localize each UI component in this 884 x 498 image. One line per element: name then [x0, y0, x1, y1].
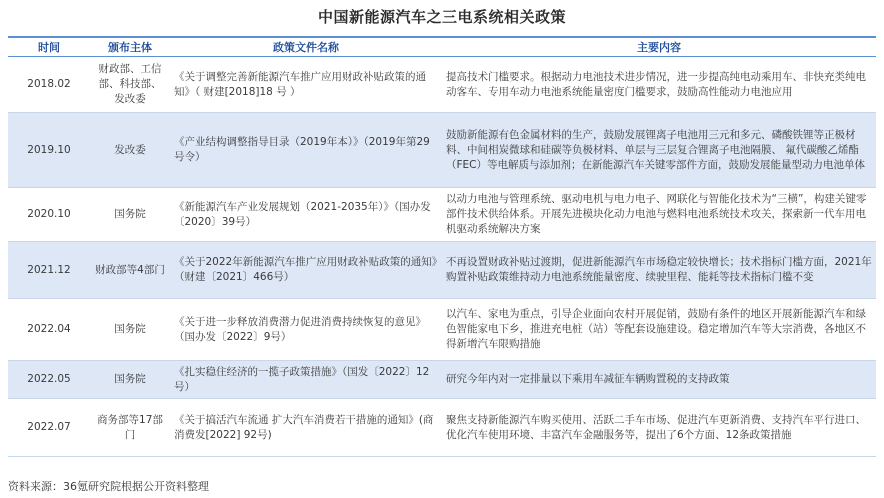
cell-content: 不再设置财政补贴过渡期，促进新能源汽车市场稳定较快增长；技术指标门槛方面，2021年购置补贴政策维持动力电池系统能量密度、续驶里程、能耗等技术指标门槛不变 — [442, 242, 876, 299]
cell-content: 聚焦支持新能源汽车购买使用、活跃二手车市场、促进汽车更新消费、支持汽车平行进口、优化汽车使用环境、丰富汽车金融服务等，提出了6个方面、12条政策措施 — [442, 399, 876, 457]
cell-date: 2020.10 — [8, 188, 90, 242]
header-content: 主要内容 — [442, 37, 876, 57]
cell-issuer: 国务院 — [90, 299, 170, 361]
cell-document: 《关于进一步释放消费潜力促进消费持续恢复的意见》（国办发〔2022〕9号） — [170, 299, 442, 361]
cell-content: 研究今年内对一定排量以下乘用车减征车辆购置税的支持政策 — [442, 361, 876, 399]
policy-table — [8, 36, 876, 457]
page-title: 中国新能源汽车之三电系统相关政策 — [317, 8, 566, 26]
header-date: 时间 — [8, 37, 90, 57]
cell-issuer: 财政部、工信部、科技部、发改委 — [90, 57, 170, 113]
cell-issuer: 商务部等17部门 — [90, 399, 170, 457]
cell-issuer: 国务院 — [90, 188, 170, 242]
cell-document: 《扎实稳住经济的一揽子政策措施》（国发〔2022〕12号） — [170, 361, 442, 399]
cell-date: 2021.12 — [8, 242, 90, 299]
table-row — [8, 188, 876, 242]
cell-date: 2018.02 — [8, 57, 90, 113]
table-row — [8, 399, 876, 457]
table-row — [8, 242, 876, 299]
cell-date: 2022.05 — [8, 361, 90, 399]
cell-content: 以动力电池与管理系统、驱动电机与电力电子、网联化与智能化技术为“三横”，构建关键零部件技术供给体系。开展先进模块化动力电池与燃料电池系统技术攻关，探索新一代车用电机驱动系统解决方案 — [442, 188, 876, 242]
table-row — [8, 361, 876, 399]
source-note: 资料来源：36氪研究院根据公开资料整理 — [8, 480, 209, 493]
cell-date: 2022.07 — [8, 399, 90, 457]
cell-content: 提高技术门槛要求。根据动力电池技术进步情况，进一步提高纯电动乘用车、非快充类纯电动客车、专用车动力电池系统能量密度门槛要求，鼓励高性能动力电池应用 — [442, 57, 876, 113]
table-row — [8, 299, 876, 361]
header-issuer: 颁布主体 — [90, 37, 170, 57]
cell-document: 《关于搞活汽车流通 扩大汽车消费若干措施的通知》(商消费发[2022] 92号) — [170, 399, 442, 457]
table-header-row — [8, 37, 876, 57]
cell-document: 《新能源汽车产业发展规划（2021-2035年）》（国办发〔2020〕39号） — [170, 188, 442, 242]
cell-issuer: 发改委 — [90, 113, 170, 188]
cell-issuer: 国务院 — [90, 361, 170, 399]
cell-document: 《关于调整完善新能源汽车推广应用财政补贴政策的通知》（ 财建[2018]18 号 ） — [170, 57, 442, 113]
cell-document: 《产业结构调整指导目录（2019年本）》（2019年第29号令） — [170, 113, 442, 188]
cell-content: 鼓励新能源有色金属材料的生产，鼓励发展锂离子电池用三元和多元、磷酸铁锂等正极材料、中间相炭微球和硅碳等负极材料、单层与三层复合锂离子电池隔膜、 氟代碳酸乙烯酯（FEC）等电解质与添加剂；在新能源汽车关键零部件方面，鼓励发展能量型动力电池单体 — [442, 113, 876, 188]
cell-document: 《关于2022年新能源汽车推广应用财政补贴政策的通知》（财建〔2021〕466号） — [170, 242, 442, 299]
cell-issuer: 财政部等4部门 — [90, 242, 170, 299]
table-row — [8, 57, 876, 113]
cell-date: 2019.10 — [8, 113, 90, 188]
cell-content: 以汽车、家电为重点，引导企业面向农村开展促销，鼓励有条件的地区开展新能源汽车和绿色智能家电下乡，推进充电桩（站）等配套设施建设。稳定增加汽车等大宗消费，各地区不得新增汽车限购措施 — [442, 299, 876, 361]
cell-date: 2022.04 — [8, 299, 90, 361]
header-document: 政策文件名称 — [170, 37, 442, 57]
table-row — [8, 113, 876, 188]
